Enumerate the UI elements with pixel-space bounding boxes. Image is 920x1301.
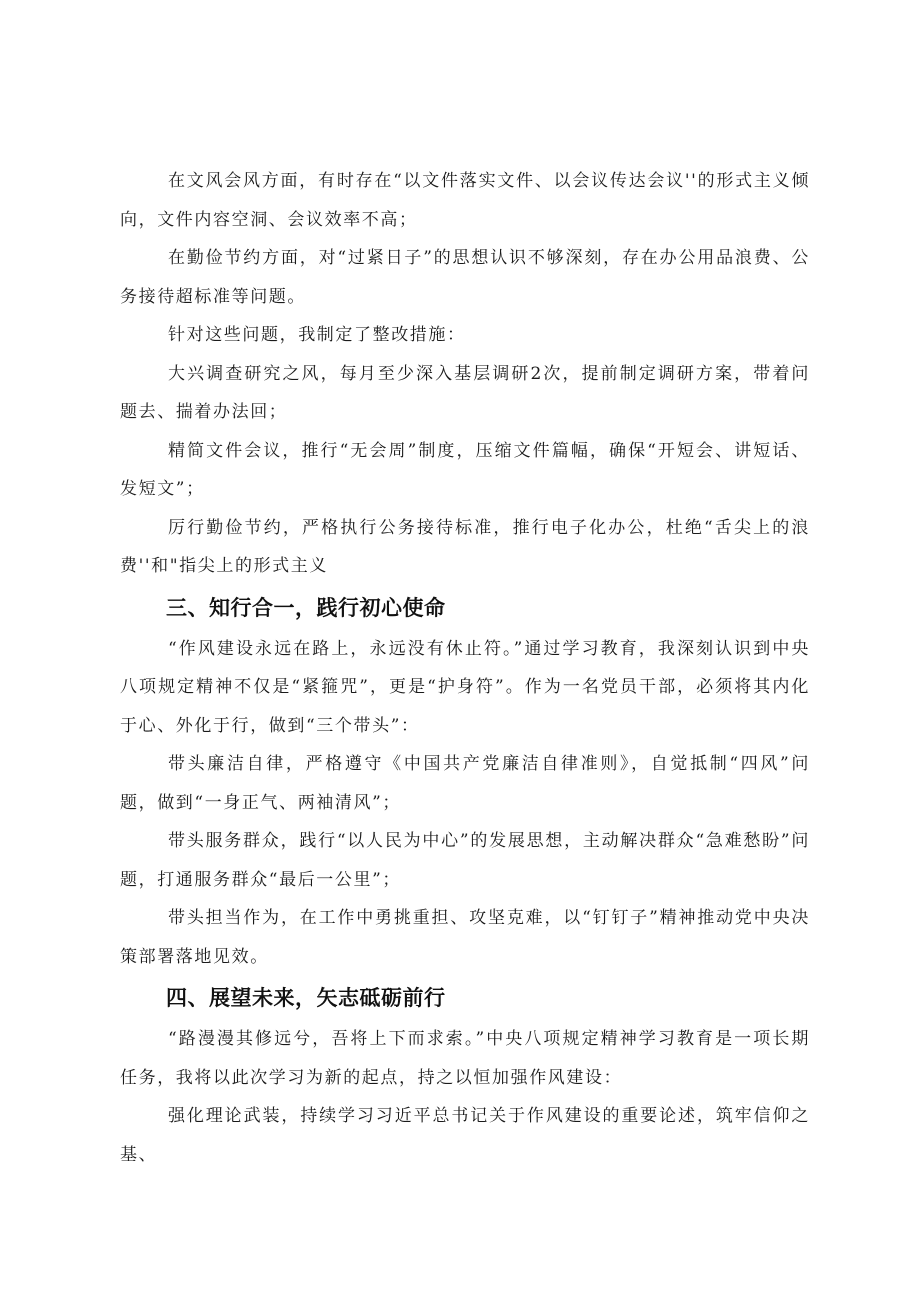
paragraph-style-meetings: 在文风会风方面，有时存在“以文件落实文件、以会议传达会议''的形式主义倾向，文件内容空洞、会议效率不高； bbox=[120, 171, 810, 230]
paragraph-integrity: 带头廉洁自律，严格遵守《中国共产党廉洁自律准则》，自觉抵制“四风”问题，做到“一身正气、两袖清风”； bbox=[120, 754, 810, 813]
paragraph-long-term: “路漫漫其修远兮，吾将上下而求索。”中央八项规定精神学习教育是一项长期任务，我将以此次学习为新的起点，持之以恒加强作风建设： bbox=[120, 1029, 810, 1088]
paragraph-theory: 强化理论武装，持续学习习近平总书记关于作风建设的重要论述，筑牢信仰之基、 bbox=[120, 1106, 810, 1165]
paragraph-research: 大兴调查研究之风，每月至少深入基层调研2次，提前制定调研方案，带着问题去、揣着办法回； bbox=[120, 363, 810, 422]
paragraph-serve-people: 带头服务群众，践行“以人民为中心”的发展思想，主动解决群众“急难愁盼”问题，打通服务群众“最后一公里”； bbox=[120, 831, 810, 890]
paragraph-frugality: 在勤俭节约方面，对“过紧日子”的思想认识不够深刻，存在办公用品浪费、公务接待超标准等问题。 bbox=[120, 248, 810, 307]
paragraph-economy: 厉行勤俭节约，严格执行公务接待标准，推行电子化办公，杜绝“舌尖上的浪费''和"指尖上的形式主义 bbox=[120, 517, 810, 576]
section-heading-3: 三、知行合一，践行初心使命 bbox=[166, 595, 446, 620]
paragraph-style-building: “作风建设永远在路上，永远没有休止符。”通过学习教育，我深刻认识到中央八项规定精神不仅是“紧箍咒”，更是“护身符”。作为一名党员干部，必须将其内化于心、外化于行，做到“三个带头”： bbox=[120, 638, 810, 736]
section-heading-4: 四、展望未来，矢志砥砺前行 bbox=[166, 986, 446, 1010]
paragraph-streamline: 精简文件会议，推行“无会周”制度，压缩文件篇幅，确保“开短会、讲短话、发短文”； bbox=[120, 440, 810, 499]
paragraph-responsibility: 带头担当作为，在工作中勇挑重担、攻坚克难，以“钉钉子”精神推动党中央决策部署落地见效。 bbox=[120, 908, 810, 967]
paragraph-measures-intro: 针对这些问题，我制定了整改措施： bbox=[168, 325, 466, 345]
document-body bbox=[120, 162, 810, 1174]
